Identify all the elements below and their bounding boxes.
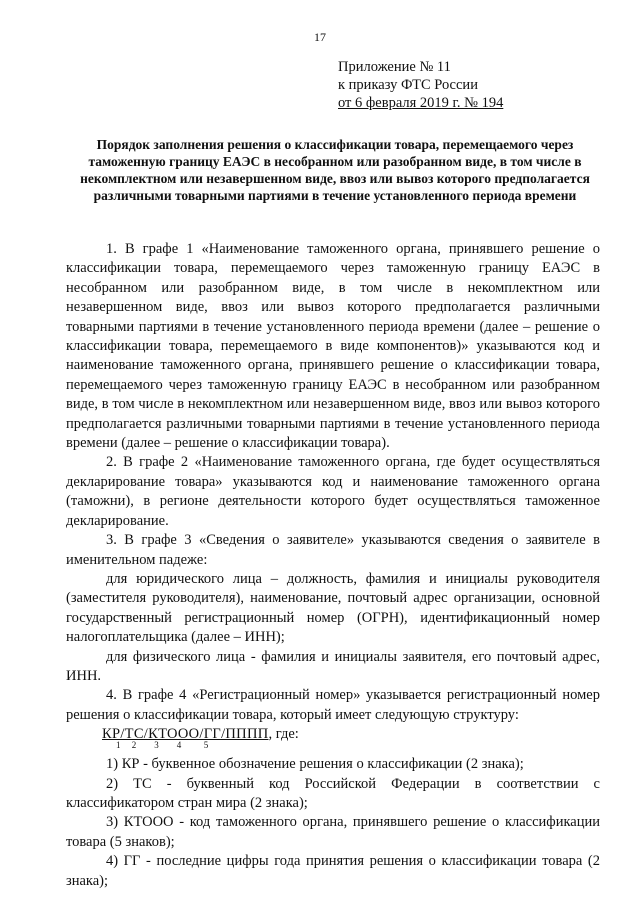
structure-legend: 1 2 3 4 5 bbox=[116, 740, 209, 751]
structure-code: КР/ТС/КТООО/ГГ/ПППП bbox=[102, 726, 269, 743]
paragraph-3: 3. В графе 3 «Сведения о заявителе» указываются сведения о заявителе в именительном падеже: bbox=[66, 532, 600, 568]
list-item-1: 1) КР - буквенное обозначение решения о классификации (2 знака); bbox=[106, 756, 524, 773]
document-body bbox=[66, 240, 600, 891]
appendix-number: Приложение № 11 bbox=[338, 59, 451, 75]
appendix-order-ref: к приказу ФТС России bbox=[338, 77, 478, 93]
registration-number-structure bbox=[102, 725, 600, 755]
appendix-date: от 6 февраля 2019 г. № 194 bbox=[338, 95, 504, 111]
structure-suffix: , где: bbox=[268, 726, 299, 743]
paragraph-3-legal-entity: для юридического лица – должность, фамилия и инициалы руководителя (заместителя руководителя), наименование, почтовый адрес организации, основной государственный регистрационный номер (ОГРН), идентификационный номер налогоплательщика (далее – ИНН); bbox=[66, 570, 600, 646]
paragraph-3-individual: для физического лица - фамилия и инициалы заявителя, его почтовый адрес, ИНН. bbox=[66, 648, 600, 684]
appendix-header bbox=[338, 58, 503, 112]
page-number: 17 bbox=[314, 30, 326, 44]
list-item-2: 2) ТС - буквенный код Российской Федерации в соответствии с классификатором стран мира (2 знака); bbox=[66, 775, 600, 811]
document-title: Порядок заполнения решения о классификации товара, перемещаемого через таможенную границу ЕАЭС в несобранном или разобранном виде, в том числе в некомплектном или незавершенном виде, ввоз или вывоз которого предполагается различными товарными партиями в течение установленного периода времени bbox=[80, 137, 590, 203]
list-item-3: 3) КТООО - код таможенного органа, принявшего решение о классификации товара (5 знаков); bbox=[66, 814, 600, 850]
paragraph-2: 2. В графе 2 «Наименование таможенного органа, где будет осуществляться декларирование товара» указываются код и наименование таможенного органа (таможни), в регионе деятельности которого будет осуществляться таможенное декларирование. bbox=[66, 454, 600, 529]
paragraph-1: 1. В графе 1 «Наименование таможенного органа, принявшего решение о классификации товара, перемещаемого через таможенную границу ЕАЭС в несобранном или разобранном виде, в том числе в некомплектном или незавершенном виде, ввоз или вывоз которого предполагается различными товарными партиями в течение установленного периода времени (далее – решение о классификации товара, перемещаемого в виде компонентов)» указываются код и наименование таможенного органа, принявшего решение о классификации товара, перемещаемого через таможенную границу ЕАЭС в несобранном или разобранном виде, в том числе в некомплектном или незавершенном виде, ввоз или вывоз которого предполагается различными товарными партиями в течение установленного периода времени (далее – решение о классификации товара). bbox=[66, 241, 600, 452]
paragraph-4: 4. В графе 4 «Регистрационный номер» указывается регистрационный номер решения о классификации товара, который имеет следующую структуру: bbox=[66, 687, 600, 723]
list-item-4: 4) ГГ - последние цифры года принятия решения о классификации товара (2 знака); bbox=[66, 853, 600, 889]
